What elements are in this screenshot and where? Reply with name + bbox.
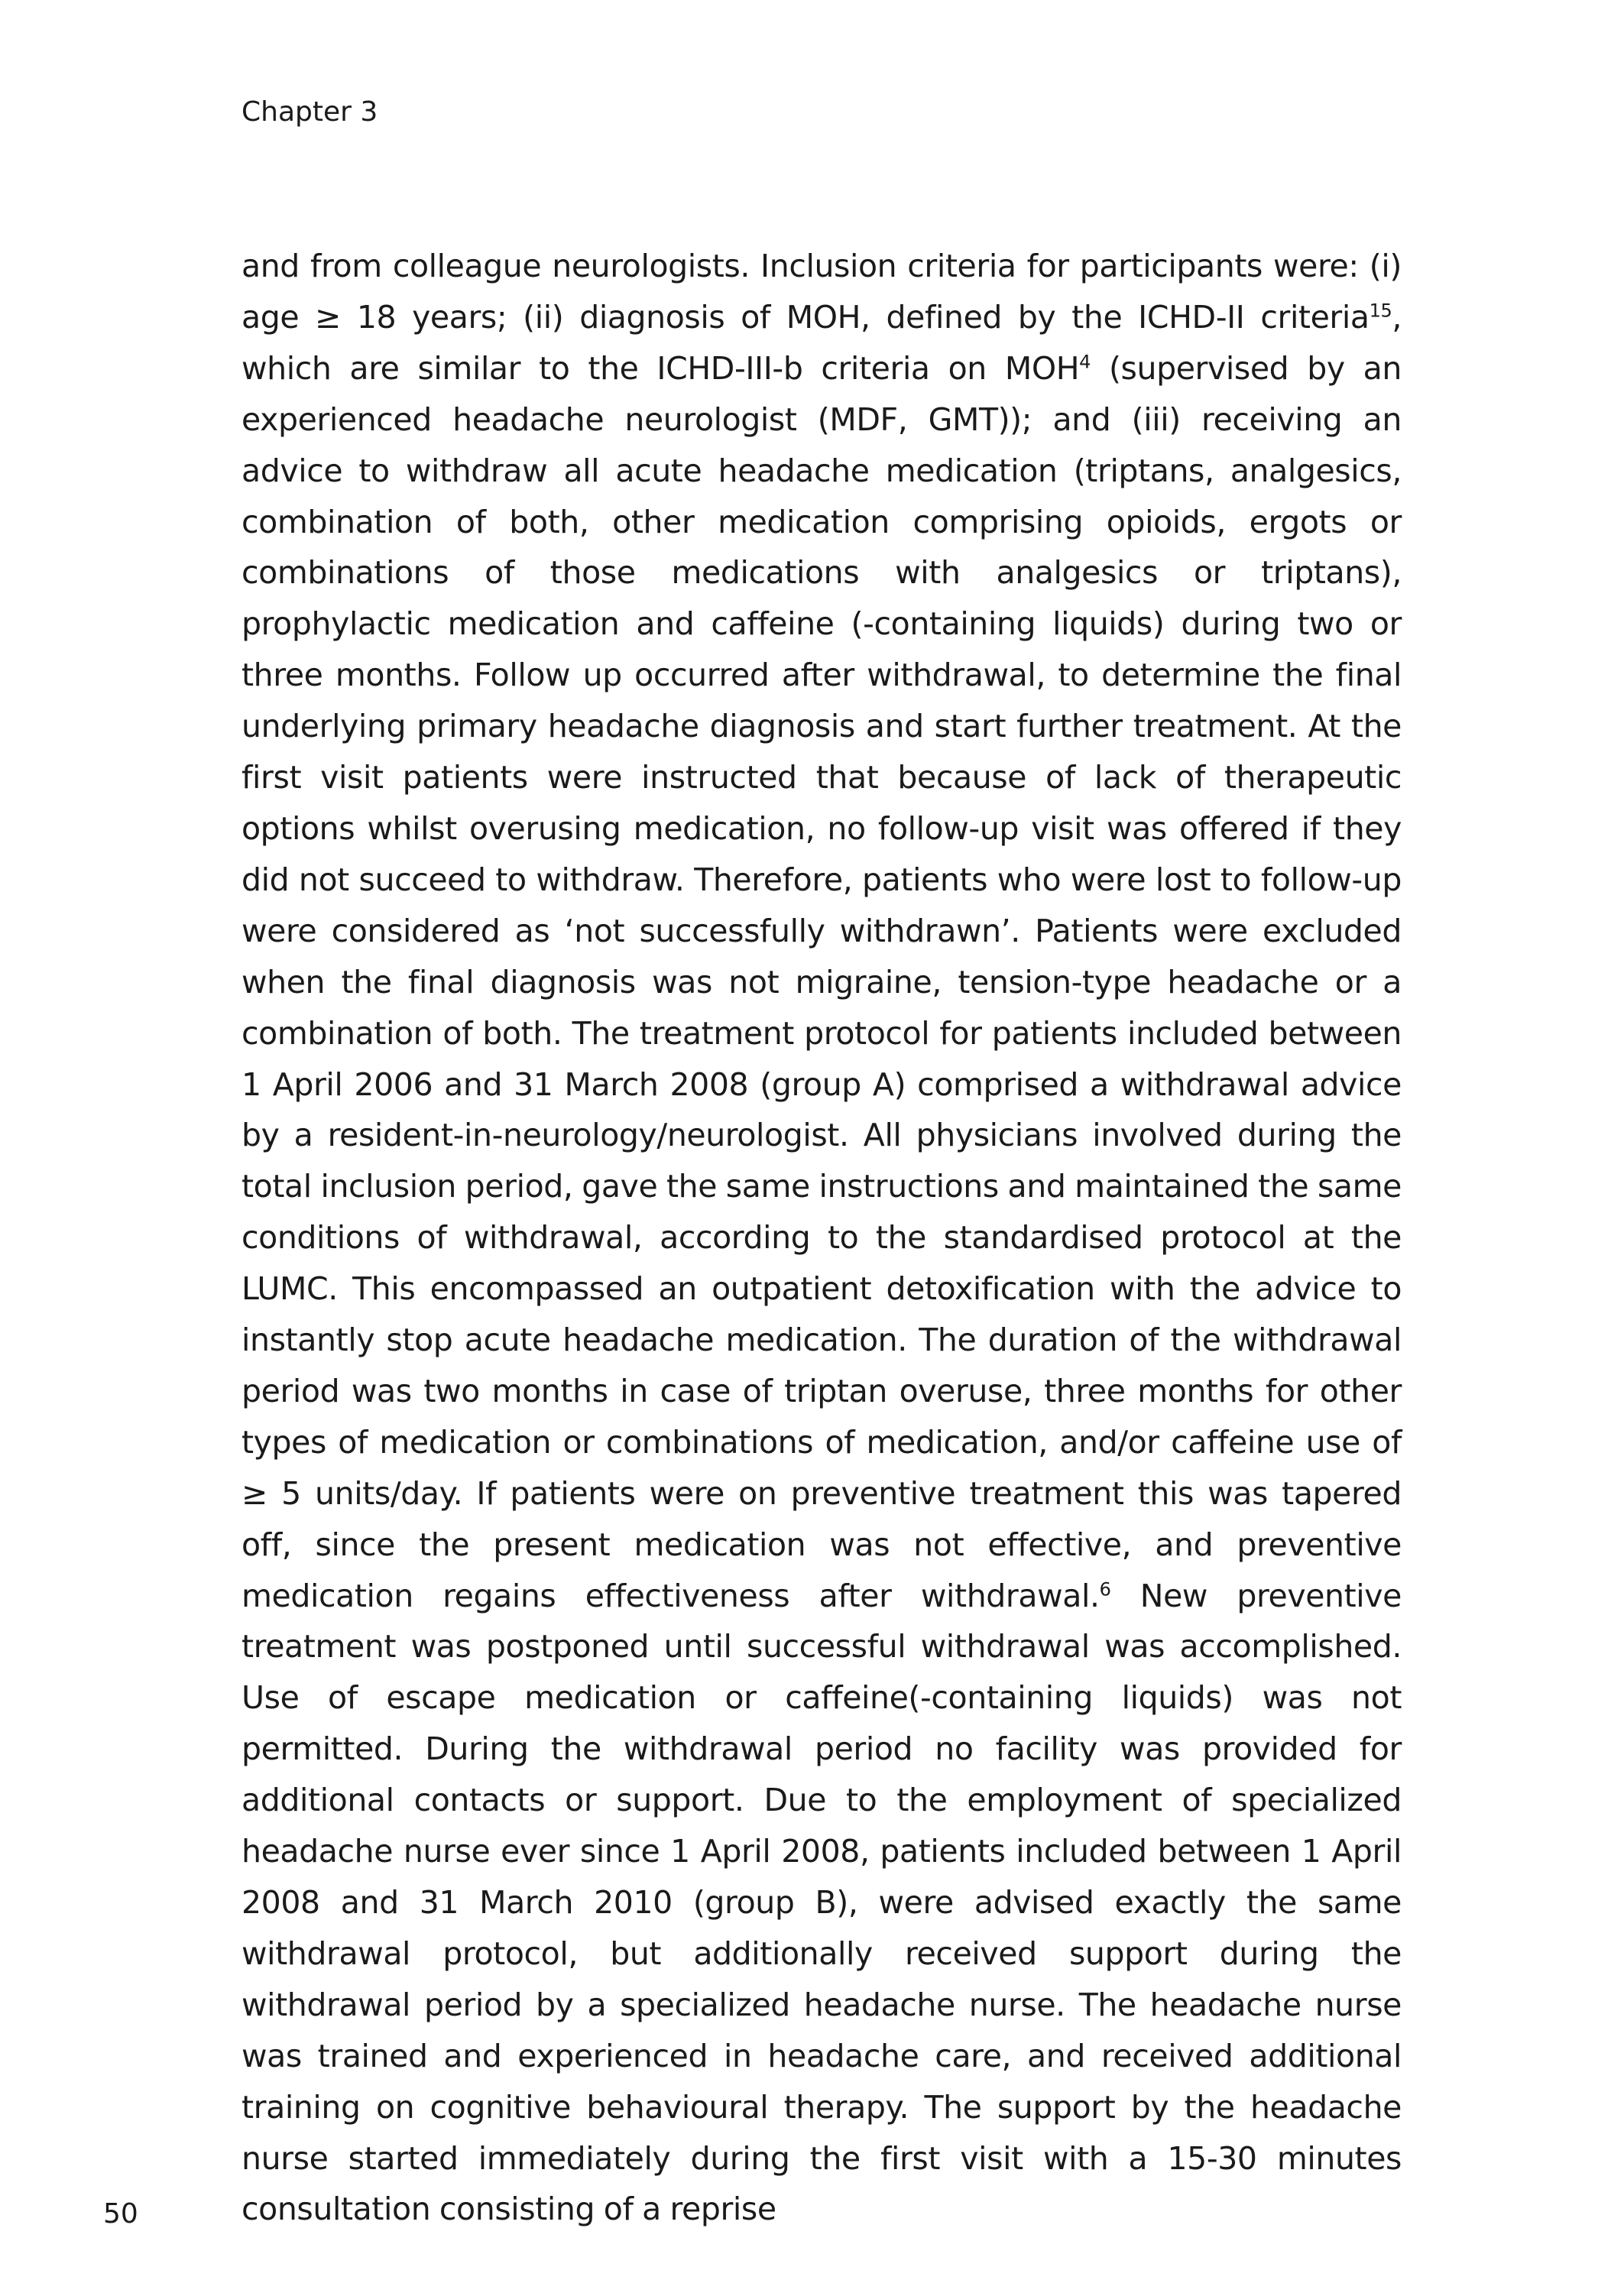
text-segment: , which are similar to the ICHD-III-b criteria on MOH [241,298,1402,387]
page-number: 50 [103,2198,138,2230]
body-paragraph [241,241,1402,2235]
text-segment: (supervised by an experienced headache neurologist (MDF, GMT)); and (iii) receiving an advice to withdraw all acute headache medication (triptans, analgesics, combination of both, other medication comprising opioids, ergots or combinations of those medications with analgesics or triptans), prophylactic medication and caffeine (-containing liquids) during two or three months. Follow up occurred after withdrawal, to determine the final underlying primary headache diagnosis and start further treatment. At the first visit patients were instructed that because of lack of therapeutic options whilst overusing medication, no follow-up visit was offered if they did not succeed to withdraw. Therefore, patients who were lost to follow-up were considered as ‘not successfully withdrawn’. Patients were excluded when the final diagnosis was not migraine, tension-type headache or a combination of both. The treatment protocol for patients included between 1 April 2006 and 31 March 2008 (group A) comprised a withdrawal advice by a resident-in-neurology/neurologist. All physicians involved during the total inclusion period, gave the same instructions and maintained the same conditions of withdrawal, according to the standardised protocol at the LUMC. This encompassed an outpatient detoxification with the advice to instantly stop acute headache medication. The duration of the withdrawal period was two months in case of triptan overuse, three months for other types of medication or combinations of medication, and/or caffeine use of ≥ 5 units/day. If patients were on preventive treatment this was tapered off, since the present medication was not effective, and preventive medication regains effectiveness after withdrawal. [241,349,1402,1614]
reference-superscript: 4 [1079,351,1091,373]
running-head-chapter: Chapter 3 [241,96,378,128]
text-segment: New preventive treatment was postponed until successful withdrawal was accomplished. Use of escape medication or caffeine(-containing liquids) was not permitted. During the withdrawal period no facility was provided for additional contacts or support. Due to the employment of specialized headache nurse ever since 1 April 2008, patients included between 1 April 2008 and 31 March 2010 (group B), were advised exactly the same withdrawal protocol, but additionally received support during the withdrawal period by a specialized headache nurse. The headache nurse was trained and experienced in headache care, and received additional training on cognitive behavioural therapy. The support by the headache nurse started immediately during the first visit with a 15-30 minutes consultation consisting of a reprise [241,1577,1402,2228]
reference-superscript: 6 [1099,1578,1111,1600]
reference-superscript: 15 [1369,300,1392,322]
text-segment: and from colleague neurologists. Inclusion criteria for participants were: (i) age ≥ 18 years; (ii) diagnosis of MOH, defined by the ICHD-II criteria [241,248,1402,336]
